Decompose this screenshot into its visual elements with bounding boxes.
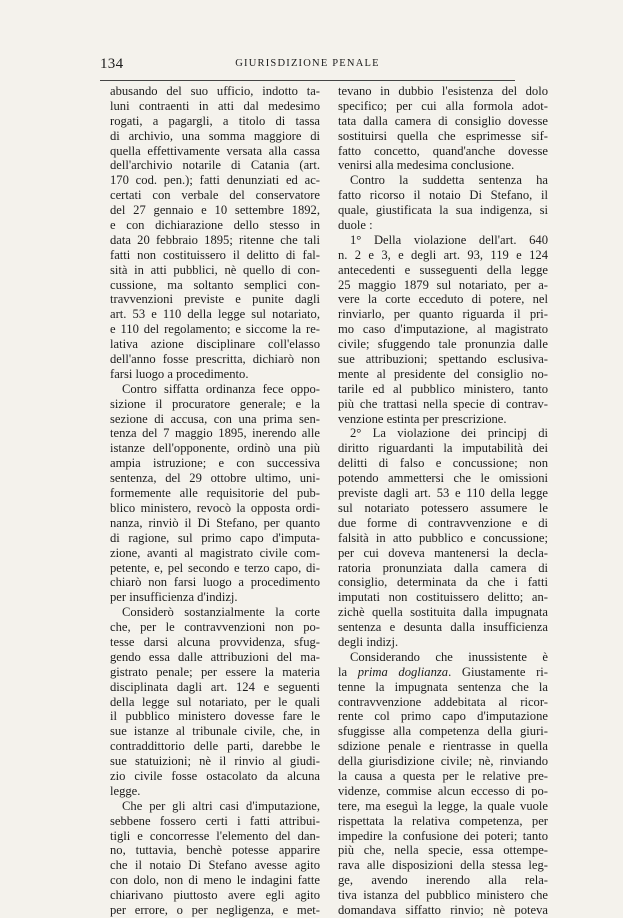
- text-line: mo caso d'imputazione, al magistrato: [338, 322, 548, 337]
- text-line: Che per gli altri casi d'imputazione,: [122, 798, 320, 813]
- text-line: tevano in dubbio l'esistenza del dolo: [338, 84, 548, 98]
- text-line: travvenzioni previste e punite dagli: [110, 292, 320, 307]
- text-line: per insufficienza d'indizj.: [110, 590, 238, 605]
- text-line: certati con verbale del conservatore: [110, 188, 320, 203]
- text-line: vere la corte ecceduto di potere, nel: [338, 292, 548, 307]
- text-line: sentenza e desunta dalla insufficienza: [338, 620, 548, 635]
- text-line: imputati non costituissero delitto; an-: [338, 590, 548, 605]
- text-line: gistrato penale; per essere la materia: [110, 664, 320, 679]
- text-line: chiarò non farsi luogo a procedimento: [110, 575, 320, 590]
- text-line: della legge sul notariato, per le quali: [110, 694, 320, 709]
- text-line: zione, avanti al magistrato civile com-: [110, 545, 320, 560]
- text-line: no, tuttavia, benchè potesse apparire: [110, 843, 320, 858]
- text-line: e 110 del regolamento; e siccome la re-: [110, 322, 320, 337]
- text-line: venirsi alla medesima conclusione.: [338, 158, 515, 173]
- text-line: 25 maggio 1879 sul notariato, per a-: [338, 277, 548, 292]
- text-line: ampia istruzione; e con successiva: [110, 456, 320, 471]
- text-line: di ragione, sul primo capo d'imputa-: [110, 530, 320, 545]
- text-line: nanza, rinviò il Di Stefano, per quanto: [110, 515, 320, 530]
- text-line: chiarivano piuttosto avere egli agito: [110, 888, 320, 903]
- text-line: blico ministero, revocò la opposta ordi-: [110, 500, 320, 515]
- text-line: sul notariato potessero assumere le: [338, 500, 548, 515]
- text-line: sostituirsi quella che esprimesse sif-: [338, 128, 548, 143]
- text-line: con dolo, non di meno le indagini fatte: [110, 873, 320, 888]
- text-line: sue attribuzioni; spettando esclusiva-: [338, 352, 548, 367]
- text-line: dell'archivio notarile di Catania (art.: [110, 158, 320, 173]
- text-line: previste dagli art. 53 e 110 della legge: [338, 486, 548, 501]
- text-line: contravvenzione addebitata al ricor-: [338, 694, 548, 709]
- text-line: zio civile fosse ostacolato da alcuna: [110, 768, 320, 783]
- text-line: sizione il procuratore generale; e la: [110, 396, 320, 411]
- text-line: il pubblico ministero dovesse fare le: [110, 709, 320, 724]
- header-rule: [100, 80, 515, 81]
- text-line: mente al presidente del consiglio no-: [338, 366, 548, 381]
- text-line: tarile ed al pubblico ministero, tanto: [338, 381, 548, 396]
- text-line: ge, avendo inerendo alla rela-: [338, 873, 548, 888]
- text-line: sdizione penale e rientrasse in quella: [338, 739, 548, 754]
- text-line: farsi luogo a procedimento.: [110, 366, 249, 381]
- text-line: tenza del 7 maggio 1895, inerendo alle: [110, 426, 320, 441]
- text-segment: . Giustamente ri-: [448, 664, 548, 679]
- text-line: tere, ma eseguì la legge, la quale vuole: [338, 798, 548, 813]
- text-line: Contro la suddetta sentenza ha: [350, 173, 548, 188]
- text-line: dell'anno fosse prescritta, dichiarò non: [110, 352, 320, 367]
- text-line: venzione estinta per prescrizione.: [338, 411, 507, 426]
- text-line: 170 cod. pen.); fatti denunziati ed ac-: [110, 173, 320, 188]
- text-line: luni contraenti in atti dal medesimo: [110, 98, 320, 113]
- text-line: per cui doveva mantenersi la decla-: [338, 545, 548, 560]
- text-line: n. 2 e 3, e degli art. 93, 119 e 124: [338, 247, 548, 262]
- text-line: rogati, a pagargli, a titolo di tassa: [110, 113, 320, 128]
- text-line: fatto ricorso il notaio Di Stefano, il: [338, 188, 548, 203]
- text-line: ratoria pronunziata dalla camera di: [338, 560, 548, 575]
- text-line: gendo essa dalle attribuzioni del ma-: [110, 649, 320, 664]
- text-line: rispettata la relativa competenza, per: [338, 813, 548, 828]
- text-line: delitti di falso e concussione; non: [338, 456, 548, 471]
- text-line: 2° La violazione dei principj di: [350, 426, 548, 441]
- text-line: data 20 febbraio 1895; ritenne che tali: [110, 232, 320, 247]
- text-line: civile; sfuggendo tale pronunzia dalle: [338, 337, 548, 352]
- text-line: rinviarlo, per quanto riguarda il pri-: [338, 307, 548, 322]
- text-line: tenne la impugnata sentenza che la: [338, 679, 548, 694]
- text-line: lativa azione disciplinare coll'elasso: [110, 337, 320, 352]
- page-header: [100, 56, 515, 78]
- text-line: tigli e concorresse l'elemento del dan-: [110, 828, 320, 843]
- text-line: sebbene fossero certi i fatti attribui-: [110, 813, 320, 828]
- text-line: duole :: [338, 218, 373, 233]
- text-line: fatti non costituissero il delitto di fal-: [110, 247, 320, 262]
- text-line: istanze dell'opponente, ordinò una più: [110, 441, 320, 456]
- text-line: potendo ammettersi che le omissioni: [338, 471, 548, 486]
- text-line: art. 53 e 110 della legge sul notariato,: [110, 307, 320, 322]
- text-line: di archivio, una somma maggiore di: [110, 128, 320, 143]
- text-line: sentenza, del 29 ottobre ultimo, uni-: [110, 471, 320, 486]
- text-line: antecedenti e susseguenti della legge: [338, 262, 548, 277]
- text-line: e con dichiarazione dello stesso in: [110, 218, 320, 233]
- text-line: della giurisdizione civile; nè, rinviando: [338, 754, 548, 769]
- text-line: sue istanze al tribunale civile, che, in: [110, 724, 320, 739]
- text-line: quale, giustificata la sua indigenza, si: [338, 203, 548, 218]
- text-line: più che, nella specie, essa ottempe-: [338, 843, 548, 858]
- text-line: tata dalla camera di consiglio dovesse: [338, 113, 548, 128]
- text-line: rava alle disposizioni della stessa leg-: [338, 858, 548, 873]
- text-line: quella effettivamente versata alla cassa: [110, 143, 320, 158]
- text-line: abusando del suo ufficio, indotto ta-: [110, 84, 320, 98]
- text-line: consiglio, determinata da che i fatti: [338, 575, 548, 590]
- text-line: fatto concetto, quand'anche dovesse: [338, 143, 548, 158]
- text-segment: la: [338, 664, 358, 679]
- text-line: diritto riguardanti la imputabilità dei: [338, 441, 548, 456]
- text-line: sità in atti pubblici, nè quello di con-: [110, 262, 320, 277]
- text-line: specifico; per cui alla formola adot-: [338, 98, 548, 113]
- running-head: GIURISDIZIONE PENALE: [235, 58, 380, 69]
- text-line: petente, e, pel secondo e terzo capo, di-: [110, 560, 320, 575]
- text-line: cussione, ma soltanto semplici con-: [110, 277, 320, 292]
- text-line: la causa a questa per le relative pre-: [338, 768, 548, 783]
- text-line: che, per le contravvenzioni non po-: [110, 620, 320, 635]
- page-number: 134: [100, 56, 124, 72]
- text-line: sezione di accusa, con una prima sen-: [110, 411, 320, 426]
- text-line: Contro siffatta ordinanza fece oppo-: [122, 381, 320, 396]
- text-line: tesse darsi alcuna provvidenza, sfug-: [110, 634, 320, 649]
- text-line: domandava siffatto rinvio; nè poteva: [338, 902, 548, 917]
- text-line: degli indizj.: [338, 634, 399, 649]
- text-line: zichè quella sostituita dalla impugnata: [338, 605, 548, 620]
- text-line: Considerando che inussistente è: [350, 649, 548, 664]
- text-line: per errore, o per negligenza, e met-: [110, 902, 320, 917]
- text-line: legge.: [110, 783, 141, 798]
- text-line: disciplinata dagli art. 124 e seguenti: [110, 679, 320, 694]
- text-line: videnze, commise alcun eccesso di po-: [338, 783, 548, 798]
- text-line: contraddittorio delle parti, darebbe le: [110, 739, 320, 754]
- text-line: che il notaio Di Stefano avesse agito: [110, 858, 320, 873]
- text-line: impedire la confusione dei poteri; tanto: [338, 828, 548, 843]
- text-line: 1° Della violazione dell'art. 640: [350, 232, 548, 247]
- text-line: più che trattasi nella specie di contrav-: [338, 396, 548, 411]
- text-line: formemente alle requisitorie del pub-: [110, 486, 320, 501]
- right-column: [338, 84, 548, 918]
- italic-term: prima doglianza: [357, 664, 449, 679]
- text-line: [338, 665, 548, 680]
- text-line: sue statuizioni; nè il rinvio al giudi-: [110, 754, 320, 769]
- text-line: tiva istanza del pubblico ministero che: [338, 888, 548, 903]
- text-line: del 27 gennaio e 10 settembre 1892,: [110, 203, 320, 218]
- left-column: [110, 84, 320, 918]
- text-line: sfuggisse alla competenza della giuri-: [338, 724, 548, 739]
- text-line: Considerò sostanzialmente la corte: [122, 605, 320, 620]
- text-line: rente col primo capo d'imputazione: [338, 709, 548, 724]
- text-line: falsità in atto pubblico e concussione;: [338, 530, 548, 545]
- text-line: due forme di contravvenzione e di: [338, 515, 548, 530]
